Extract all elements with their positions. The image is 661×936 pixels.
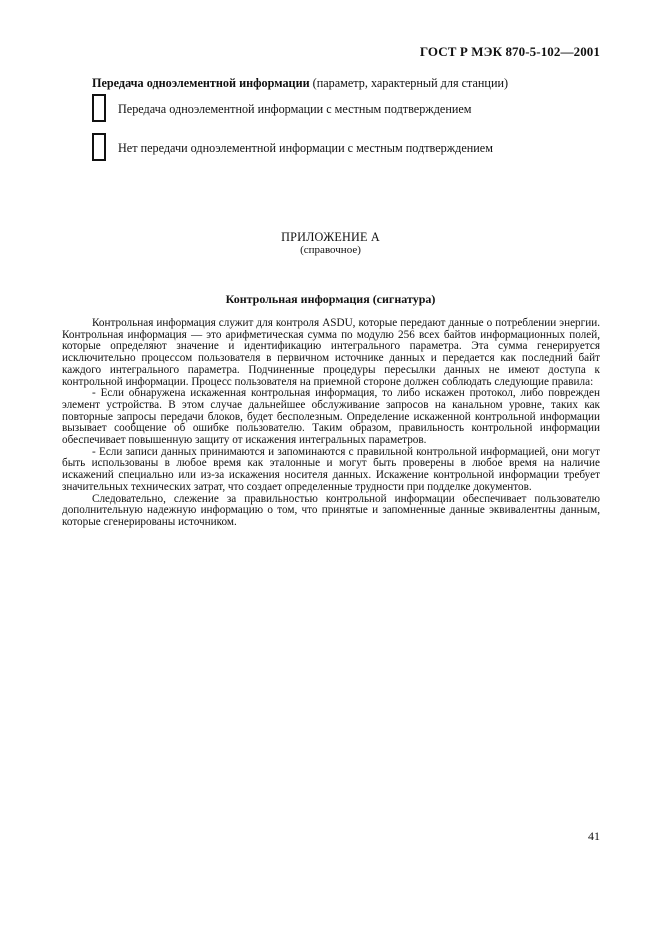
- options-heading-note: (параметр, характерный для станции): [312, 76, 509, 90]
- option-label-no-local-confirmation: Нет передачи одноэлементной информации с местным подтверждением: [118, 141, 493, 155]
- option-checkbox-local-confirmation[interactable]: [92, 94, 106, 122]
- annex-subtitle: (справочное): [300, 244, 361, 256]
- paragraph: Следовательно, слежение за правильностью контрольной информации обеспечивает пользователю дополнительную надежную информацию о том, что принятые и запомненные данные эквивалентны данным, которые сгенерированы источником.: [62, 492, 600, 528]
- page-number: 41: [588, 829, 600, 843]
- paragraph: Контрольная информация служит для контроля ASDU, которые передают данные о потреблении энергии. Контрольная информация — это арифметическая сумма по модулю 256 всех байтов информационных полей, которые определяют значение и идентификацию интегрального параметра. Эта сумма генерируется исключительно процессом пользователя в первичном источнике данных и передается как последний байт каждого интегрального параметра. Подчиненные процедуры пересылки данных не имеют доступа к контрольной информации. Процесс пользователя на приемной стороне должен соблюдать следующие правила:: [62, 317, 600, 388]
- paragraph: - Если записи данных принимаются и запоминаются с правильной контрольной информацией, они могут быть использованы в любое время как эталонные и могут быть проверены в любое время на наличие искажений специально или из-за искажения носителя данных. Искажение контрольной информации требует значительных технических затрат, что создает определенные трудности при подделке документов.: [62, 445, 600, 493]
- section-title: Контрольная информация (сигнатура): [225, 292, 436, 306]
- options-heading-bold: Передача одноэлементной информации: [92, 76, 310, 90]
- document-header-code: ГОСТ Р МЭК 870-5-102—2001: [419, 44, 600, 59]
- option-checkbox-no-local-confirmation[interactable]: [92, 133, 106, 161]
- body-text: [62, 318, 600, 529]
- option-label-local-confirmation: Передача одноэлементной информации с местным подтверждением: [118, 102, 472, 116]
- paragraph: - Если обнаружена искаженная контрольная информация, то либо искажен протокол, либо поврежден элемент устройства. В этом случае дальнейшее обслуживание запросов на канальном уровне, таких как повторные запросы передачи блоков, будет бесполезным. Определение искаженной контрольной информации вызывает сообщение об ошибке пользователю. Таким образом, правильность контрольной информации обеспечивает повышенную защиту от искажения интегральных параметров.: [62, 387, 600, 447]
- annex-title: ПРИЛОЖЕНИЕ А: [281, 230, 380, 244]
- options-heading: [92, 76, 508, 91]
